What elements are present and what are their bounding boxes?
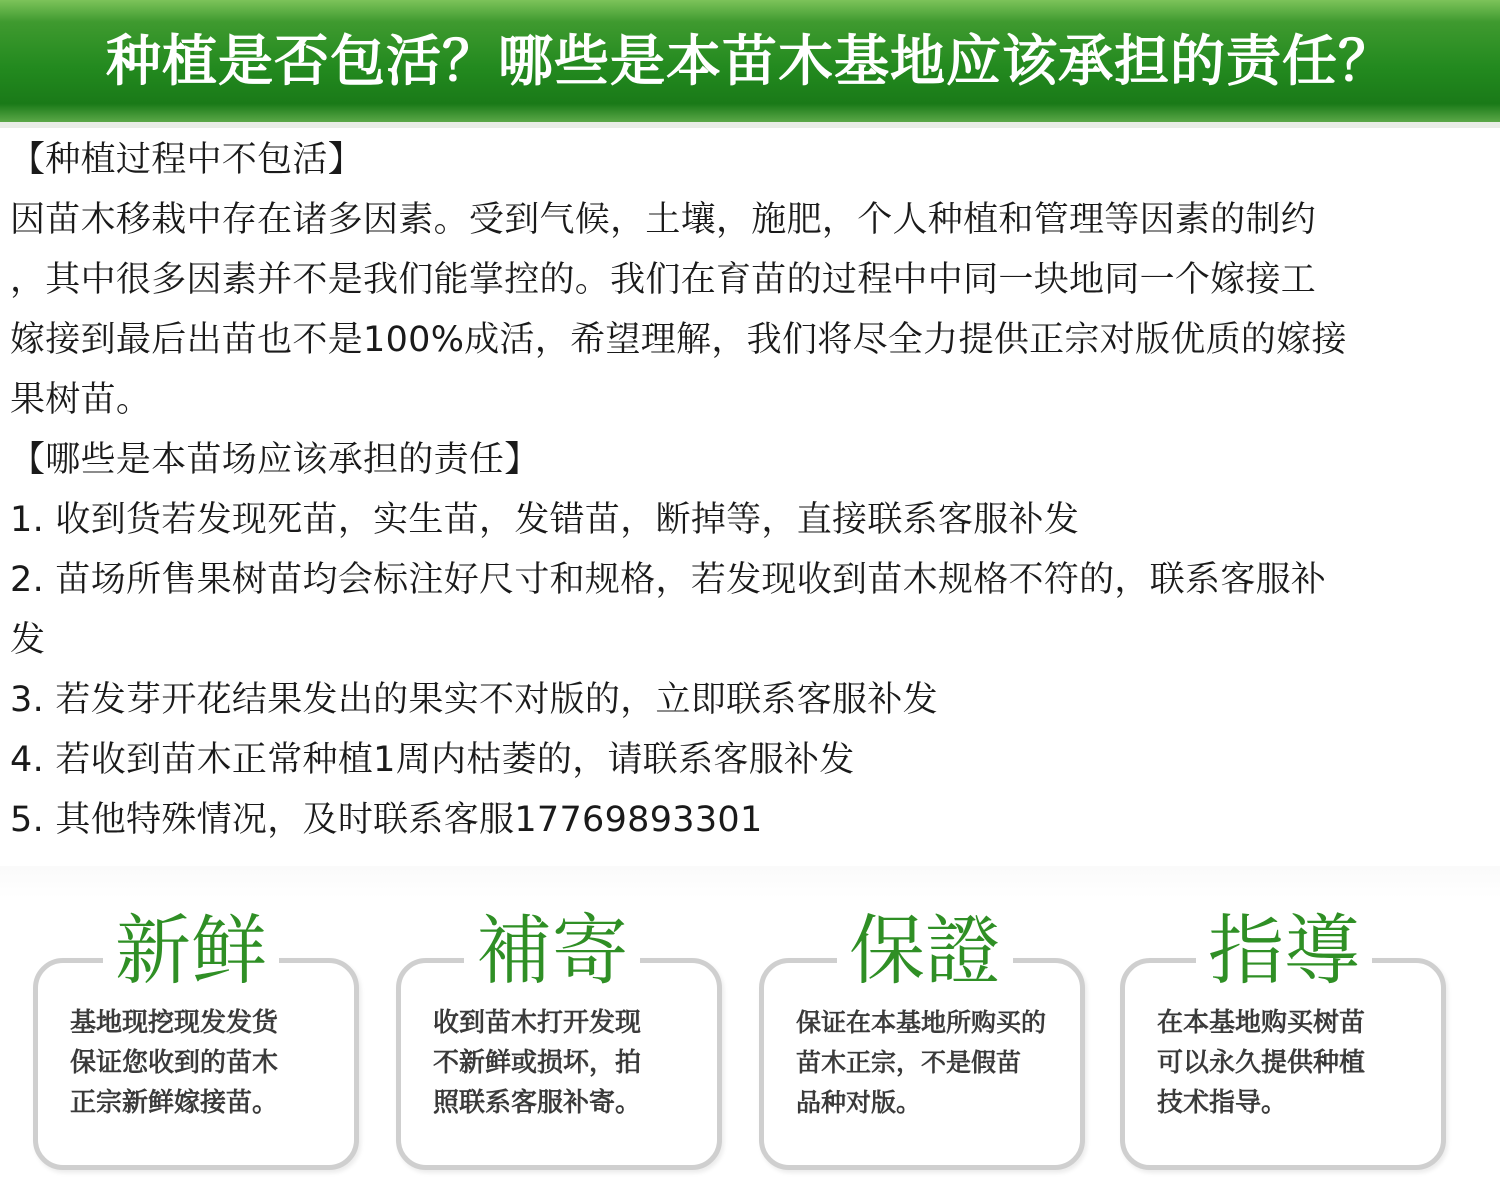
page-title: 种植是否包活？哪些是本苗木基地应该承担的责任？ — [105, 29, 1394, 93]
feature-cards — [0, 866, 1500, 1188]
feature-card-heading: 保證 — [837, 906, 1013, 996]
feature-card-heading: 指導 — [1196, 906, 1372, 996]
section-heading-responsibilities: 【哪些是本苗场应该承担的责任】 — [10, 440, 540, 480]
header-banner — [0, 0, 1500, 128]
feature-card-text: 收到苗木打开发现 不新鲜或损坏，拍 照联系客服补寄。 — [433, 1008, 642, 1118]
list-item: 发 — [10, 620, 46, 660]
feature-card-text: 在本基地购买树苗 可以永久提供种植 技术指导。 — [1157, 1008, 1366, 1118]
feature-card-heading: 補寄 — [464, 906, 640, 996]
paragraph-line: 果树苗。 — [10, 380, 152, 420]
section-heading-no-guarantee: 【种植过程中不包活】 — [10, 140, 364, 180]
list-item: 2. 苗场所售果树苗均会标注好尺寸和规格，若发现收到苗木规格不符的，联系客服补 — [10, 560, 1327, 600]
paragraph-line: 因苗木移栽中存在诸多因素。受到气候，土壤，施肥，个人种植和管理等因素的制约 — [10, 200, 1317, 240]
paragraph-line: ，其中很多因素并不是我们能掌控的。我们在育苗的过程中中同一块地同一个嫁接工 — [10, 260, 1317, 300]
feature-card-heading: 新鲜 — [103, 906, 279, 996]
list-item: 1. 收到货若发现死苗，实生苗，发错苗，断掉等，直接联系客服补发 — [10, 500, 1080, 540]
list-item: 4. 若收到苗木正常种植1周内枯萎的，请联系客服补发 — [10, 740, 855, 780]
feature-card-text: 保证在本基地所购买的 苗木正宗，不是假苗 品种对版。 — [796, 1008, 1047, 1117]
paragraph-line: 嫁接到最后出苗也不是100%成活，希望理解，我们将尽全力提供正宗对版优质的嫁接 — [10, 320, 1347, 360]
feature-card-text: 基地现挖现发发货 保证您收到的苗木 正宗新鲜嫁接苗。 — [70, 1008, 279, 1118]
list-item: 3. 若发芽开花结果发出的果实不对版的，立即联系客服补发 — [10, 680, 938, 720]
list-item: 5. 其他特殊情况，及时联系客服17769893301 — [10, 800, 763, 840]
